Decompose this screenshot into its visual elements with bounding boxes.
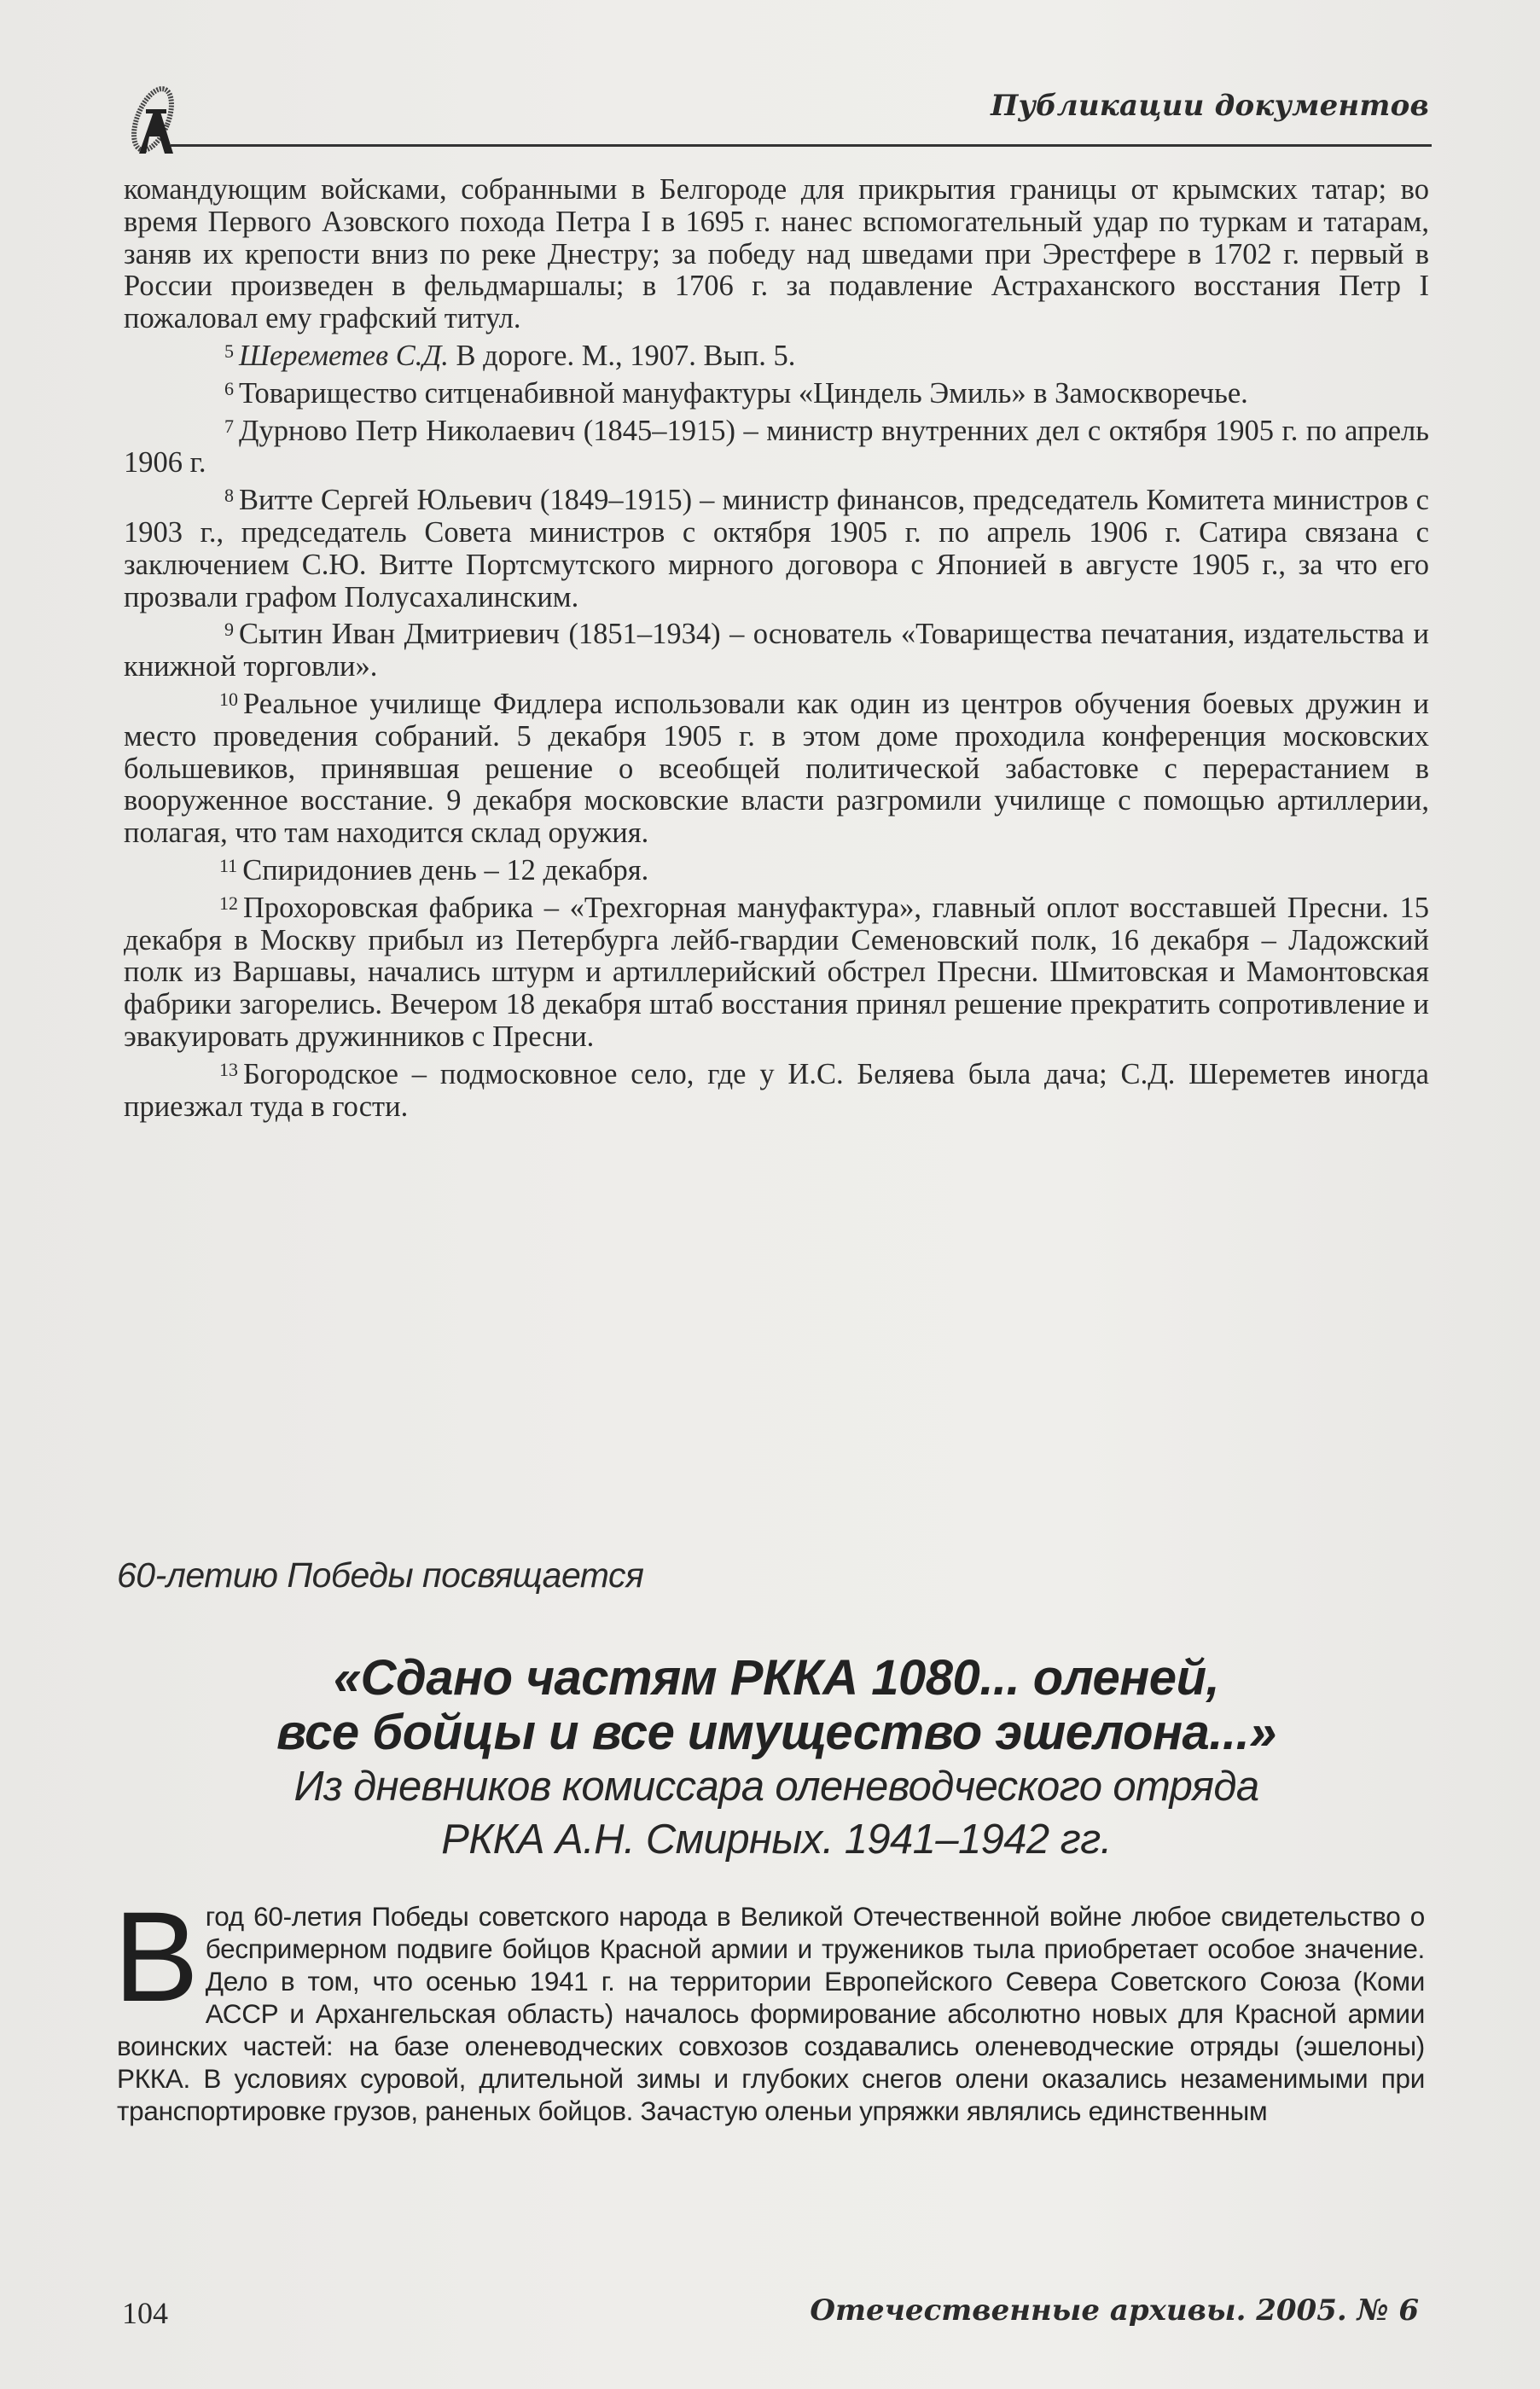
footnote-text: Реальное училище Фидлера использовали как один из центров обучения боевых дружин и место проведения собраний. 5 декабря 1905 г. в этом доме проходила конференция московских большевиков, принявшая решение о всеобщей политической забастовке с перерастанием в вооруженное восстание. 9 декабря московские власти разгромили училище с помощью артиллерии, полагая, что там находится склад оружия. (124, 687, 1429, 850)
drop-cap: В (113, 1885, 199, 2028)
continued-footnote: командующим войсками, собранными в Белгороде для прикрытия границы от крымских татар; во время Первого Азовского похода Петра I в 1695 г. нанес вспомогательный удар по туркам и татарам, заняв их крепости вниз по реке Днестру; за победу над шведами при Эрестфере в 1702 г. первый в России произведен в фельдмаршалы; в 1706 г. за подавление Астраханского восстания Петр I пожаловал ему графский титул. (124, 173, 1429, 335)
footnote-number: 8 (224, 485, 234, 507)
title-line: все бойцы и все имущество эшелона...» (276, 1705, 1276, 1760)
title-line: «Сдано частям РККА 1080... оленей, (333, 1650, 1220, 1706)
subtitle-line: РККА А.Н. Смирных. 1941–1942 гг. (441, 1816, 1112, 1863)
subtitle-line: Из дневников комиссара оленеводческого отряда (293, 1764, 1259, 1810)
footnote (124, 613, 1429, 683)
section-rubric: 60-летию Победы посвящается (117, 1555, 644, 1595)
footnote (124, 850, 1429, 887)
footnote (124, 373, 1429, 410)
footnote-number: 11 (219, 854, 238, 876)
footnote (124, 887, 1429, 1054)
footnote-number: 5 (224, 340, 234, 362)
footnote-number: 10 (219, 688, 238, 710)
article-title (111, 1651, 1442, 1760)
page-number: 104 (122, 2296, 168, 2330)
footnote-text: Дурново Петр Николаевич (1845–1915) – министр внутренних дел с октября 1905 г. по апрель 1906 г. (124, 414, 1429, 480)
footnotes-section (124, 174, 1429, 1123)
footnote (124, 480, 1429, 613)
running-head: Публикации документов (991, 89, 1429, 123)
footnote-text: Сытин Иван Дмитриевич (1851–1934) – основатель «Товарищества печатания, издательства и книжной торговли». (124, 618, 1429, 683)
footnote-text: Товарищество ситценабивной мануфактуры «Циндель Эмиль» в Замоскворечье. (239, 376, 1248, 410)
footnote-text: В дороге. М., 1907. Вып. 5. (448, 339, 796, 372)
article-paragraph: год 60-летия Победы советского народа в Великой Отечественной войне любое свидетельство о беспримерном подвиге бойцов Красной армии и тружеников тыла приобретает особое значение. Дело в том, что осенью 1941 г. на территории Европейского Севера Советского Союза (Коми АССР и Архангельская область) началось формирование абсолютно новых для Красной армии воинских частей: на базе оленеводческих совхозов создавались оленеводческие отряды (эшелоны) РККА. В условиях суровой, длительной зимы и глубоких снегов олени оказались незаменимыми при транспортировке грузов, раненых бойцов. Зачастую оленьи упряжки являлись единственным (117, 1901, 1425, 2126)
footnote-number: 13 (219, 1058, 238, 1080)
header-rule (171, 144, 1432, 147)
footnote-number: 6 (224, 377, 234, 399)
footnote (124, 410, 1429, 480)
footnote-text: Прохоровская фабрика – «Трехгорная мануфактура», главный оплот восставшей Пресни. 15 декабря в Москву прибыл из Петербурга лейб-гвардии Семеновский полк, 16 декабря – Ладожский полк из Варшавы, начались штурм и артиллерийский обстрел Пресни. Шмитовская и Мамонтовская фабрики загорелись. Вечером 18 декабря штаб восстания принял решение прекратить сопротивление и эвакуировать дружинников с Пресни. (124, 891, 1429, 1053)
footnote-text: Богородское – подмосковное село, где у И.С. Беляева была дача; С.Д. Шереметев иногда приезжал туда в гости. (124, 1057, 1429, 1123)
footnote-number: 9 (224, 619, 234, 641)
footnote-number: 7 (224, 415, 234, 437)
footnote (124, 335, 1429, 373)
article-subtitle (111, 1760, 1442, 1866)
footnote-text: Витте Сергей Юльевич (1849–1915) – министр финансов, председатель Комитета министров с 1903 г., председатель Совета министров с октября 1905 г. по апрель 1906 г. Сатира связана с заключением С.Ю. Витте Портсмутского мирного договора с Японией в августе 1905 г., за что его прозвали графом Полусахалинским. (124, 484, 1429, 613)
article-body (113, 1885, 1425, 2127)
footnote (124, 683, 1429, 850)
footnote (124, 1054, 1429, 1124)
footnote-number: 12 (219, 892, 238, 914)
footnote-text: Спиридониев день – 12 декабря. (242, 853, 649, 886)
journal-citation: Отечественные архивы. 2005. № 6 (810, 2293, 1419, 2328)
footnote-author: Шереметев С.Д. (239, 339, 449, 372)
